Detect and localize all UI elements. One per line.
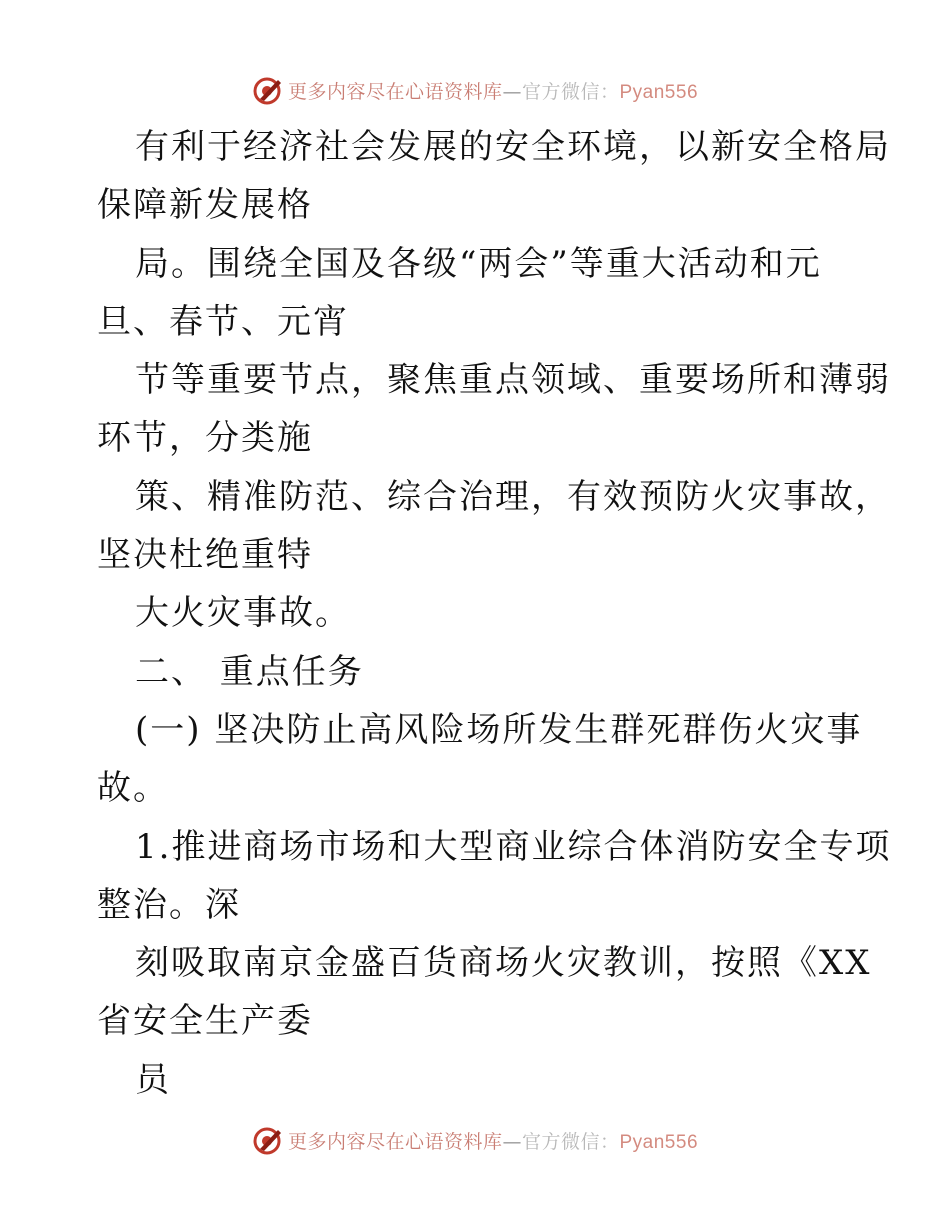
watermark-text: [288, 77, 698, 104]
watermark-wechat-label: 官方微信：: [521, 1130, 620, 1153]
section-heading: 二、 重点任务: [135, 651, 364, 692]
watermark-site: 更多内容尽在心语资料库: [287, 1130, 503, 1153]
subsection-heading: (一) 坚决防止高风险场所发生群死群伤火灾事: [135, 709, 863, 750]
text-line: 故。: [97, 768, 169, 809]
text-line: 旦、春节、元宵: [97, 301, 349, 342]
watermark-site: 更多内容尽在心语资料库: [287, 80, 503, 103]
watermark-handle: Pyan556: [619, 1131, 699, 1153]
text-line: 员: [135, 1059, 171, 1100]
text-line: 坚决杜绝重特: [97, 535, 313, 576]
text-line: 整治。深: [97, 884, 241, 925]
text-line: 有利于经济社会发展的安全环境，以新安全格局: [135, 127, 891, 167]
text-line: 刻吸取南京金盛百货商场火灾教训，按照《XX: [135, 943, 872, 984]
watermark-wechat-label: 官方微信：: [521, 80, 620, 103]
watermark-dash: —: [502, 80, 522, 103]
document-body: [97, 118, 892, 1109]
text-line: 保障新发展格: [97, 185, 313, 226]
text-line: 省安全生产委: [97, 1001, 313, 1042]
watermark-dash: —: [502, 1130, 522, 1153]
text-line: 局。围绕全国及各级“两会”等重大活动和元: [135, 243, 822, 284]
text-line: 节等重要节点，聚焦重点领域、重要场所和薄弱: [135, 360, 891, 401]
text-line: 大火灾事故。: [135, 593, 351, 634]
header-watermark: [0, 70, 950, 110]
text-line: 1.推进商场市场和大型商业综合体消防安全专项: [135, 826, 892, 867]
text-line: 策、精准防范、综合治理，有效预防火灾事故，: [135, 476, 891, 517]
text-line: 环节，分类施: [97, 418, 313, 459]
watermark-text: [288, 1127, 698, 1154]
watermark-handle: Pyan556: [619, 81, 699, 103]
brush-logo-icon: [252, 1124, 284, 1156]
brush-logo-icon: [252, 74, 284, 106]
footer-watermark: [0, 1120, 950, 1160]
